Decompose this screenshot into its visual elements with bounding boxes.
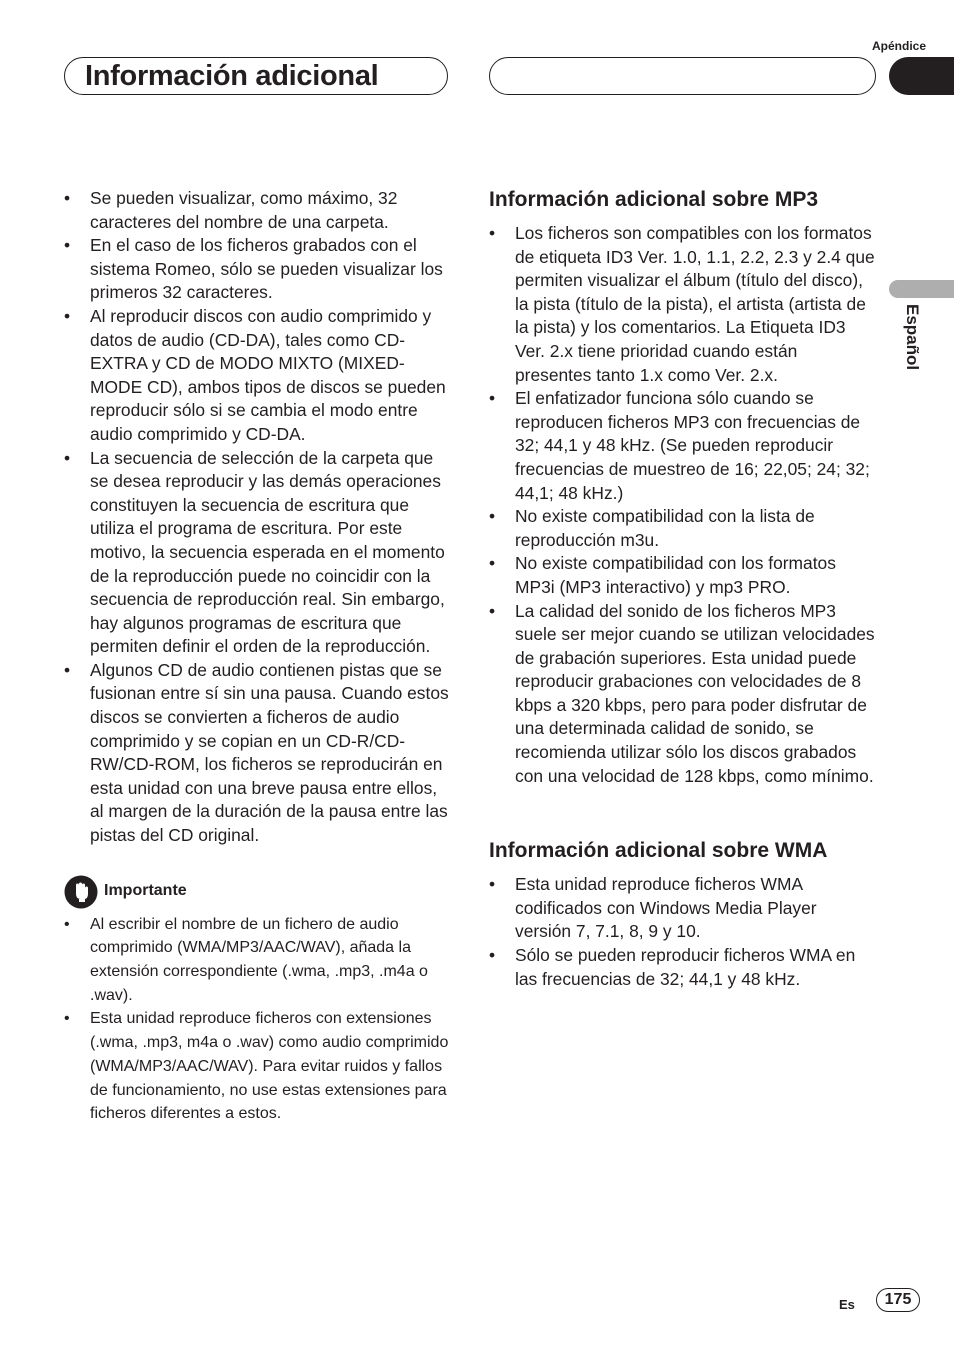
list-item: • No existe compatibilidad con la lista de reproducción m3u. xyxy=(489,506,815,550)
bullet-icon: • xyxy=(489,506,496,527)
list-item: • Algunos CD de audio contienen pistas que se fusionan entre sí sin una pausa. Cuando estos discos se convierten a ficheros de audio comprimido y se copian en un CD-R/CD-RW/CD-ROM, los ficheros se reproducirán en esta unidad con una breve pausa entre ellos, al margen de la duración de la pausa entre las pistas del CD original. xyxy=(64,659,449,846)
bullet-icon: • xyxy=(64,915,70,933)
list-item: • Al reproducir discos con audio comprimido y datos de audio (CD-DA), tales como CD-EXTRA y CD de MODO MIXTO (MIXED-MODE CD), ambos tipos de discos se pueden reproducir sólo si se cambia el modo entre audio comprimido y CD-DA. xyxy=(64,305,446,444)
section-label: Apéndice xyxy=(871,39,926,53)
bullet-icon: • xyxy=(64,305,71,326)
page-title: Información adicional xyxy=(85,60,379,92)
left-column xyxy=(64,187,452,1126)
language-tab-label: Español xyxy=(903,304,922,371)
list-item: • El enfatizador funciona sólo cuando se reproducen ficheros MP3 con frecuencias de 32; 44,1 y 48 kHz. (Se pueden reproducir frecuencias de muestreo de 16; 22,05; 24; 32; 44,1; 48 kHz.) xyxy=(489,388,870,503)
list-item: • En el caso de los ficheros grabados con el sistema Romeo, sólo se pueden visualizar los primeros 32 caracteres. xyxy=(64,235,443,303)
list-item: • La calidad del sonido de los ficheros MP3 suele ser mejor cuando se utilizan velocidades de grabación superiores. Esta unidad puede reproducir grabaciones con velocidades de 8 kbps a 320 kbps, pero para poder disfrutar de una determinada calidad de sonido, se recomienda utilizar sólo los discos grabados con una velocidad de 128 kbps, como mínimo. xyxy=(489,600,875,786)
header-black-tab xyxy=(889,57,954,95)
important-header xyxy=(64,875,452,909)
bullet-icon: • xyxy=(489,874,496,895)
wma-bullet-list xyxy=(489,873,877,991)
header-empty-box xyxy=(489,57,876,95)
important-label: Importante xyxy=(104,881,187,899)
bullet-icon: • xyxy=(489,945,496,966)
warning-hand-icon xyxy=(64,875,98,909)
bullet-icon: • xyxy=(64,235,71,256)
wma-heading: Información adicional sobre WMA xyxy=(489,839,828,863)
left-bullet-list xyxy=(64,187,452,848)
mp3-bullet-list xyxy=(489,222,877,788)
bullet-icon: • xyxy=(489,600,496,621)
list-item: • Esta unidad reproduce ficheros WMA codificados con Windows Media Player versión 7, 7.1, 8, 9 y 10. xyxy=(489,874,817,942)
bullet-icon: • xyxy=(489,388,496,409)
language-tab xyxy=(889,280,954,298)
list-item: • La secuencia de selección de la carpeta que se desea reproducir y las demás operaciones constituyen la secuencia de escritura que utiliza el programa de escritura. Por este motivo, la secuencia esperada en el momento de la reproducción puede no coincidir con la secuencia de reproducción real. Sin embargo, hay algunos programas de escritura que permiten definir el orden de la reproducción. xyxy=(64,447,445,657)
bullet-icon: • xyxy=(64,188,71,208)
list-item: • No existe compatibilidad con los formatos MP3i (MP3 interactivo) y mp3 PRO. xyxy=(489,553,836,597)
list-item: • Sólo se pueden reproducir ficheros WMA en las frecuencias de 32; 44,1 y 48 kHz. xyxy=(489,945,856,989)
bullet-icon: • xyxy=(64,1010,70,1028)
footer-language-code: Es xyxy=(839,1297,855,1312)
list-item: • Al escribir el nombre de un fichero de audio comprimido (WMA/MP3/AAC/WAV), añada la extensión correspondiente (.wma, .mp3, .m4a o .wav). xyxy=(64,913,452,1008)
list-item: • Los ficheros son compatibles con los formatos de etiqueta ID3 Ver. 1.0, 1.1, 2.2, 2.3 y 2.4 que permiten visualizar el álbum (título del disco), la pista (título de la pista), el artista (artista de la pista) y los comentarios. La Etiqueta ID3 Ver. 2.x tiene prioridad cuando están presentes tanto 1.x como Ver. 2.x. xyxy=(489,223,875,385)
bullet-icon: • xyxy=(64,447,71,468)
list-item: • Esta unidad reproduce ficheros con extensiones (.wma, .mp3, m4a o .wav) como audio comprimido (WMA/MP3/AAC/WAV). Para evitar ruidos y fallos de funcionamiento, no use estas extensiones para ficheros diferentes a estos. xyxy=(64,1007,452,1126)
important-list xyxy=(64,913,452,1126)
page-number: 175 xyxy=(876,1288,920,1312)
bullet-icon: • xyxy=(64,659,71,680)
bullet-icon: • xyxy=(489,223,496,243)
page-title-box xyxy=(64,57,448,95)
bullet-icon: • xyxy=(489,553,496,574)
list-item: • Se pueden visualizar, como máximo, 32 caracteres del nombre de una carpeta. xyxy=(64,188,398,232)
right-column xyxy=(489,186,877,991)
section-spacer xyxy=(489,788,877,837)
mp3-heading: Información adicional sobre MP3 xyxy=(489,188,819,211)
